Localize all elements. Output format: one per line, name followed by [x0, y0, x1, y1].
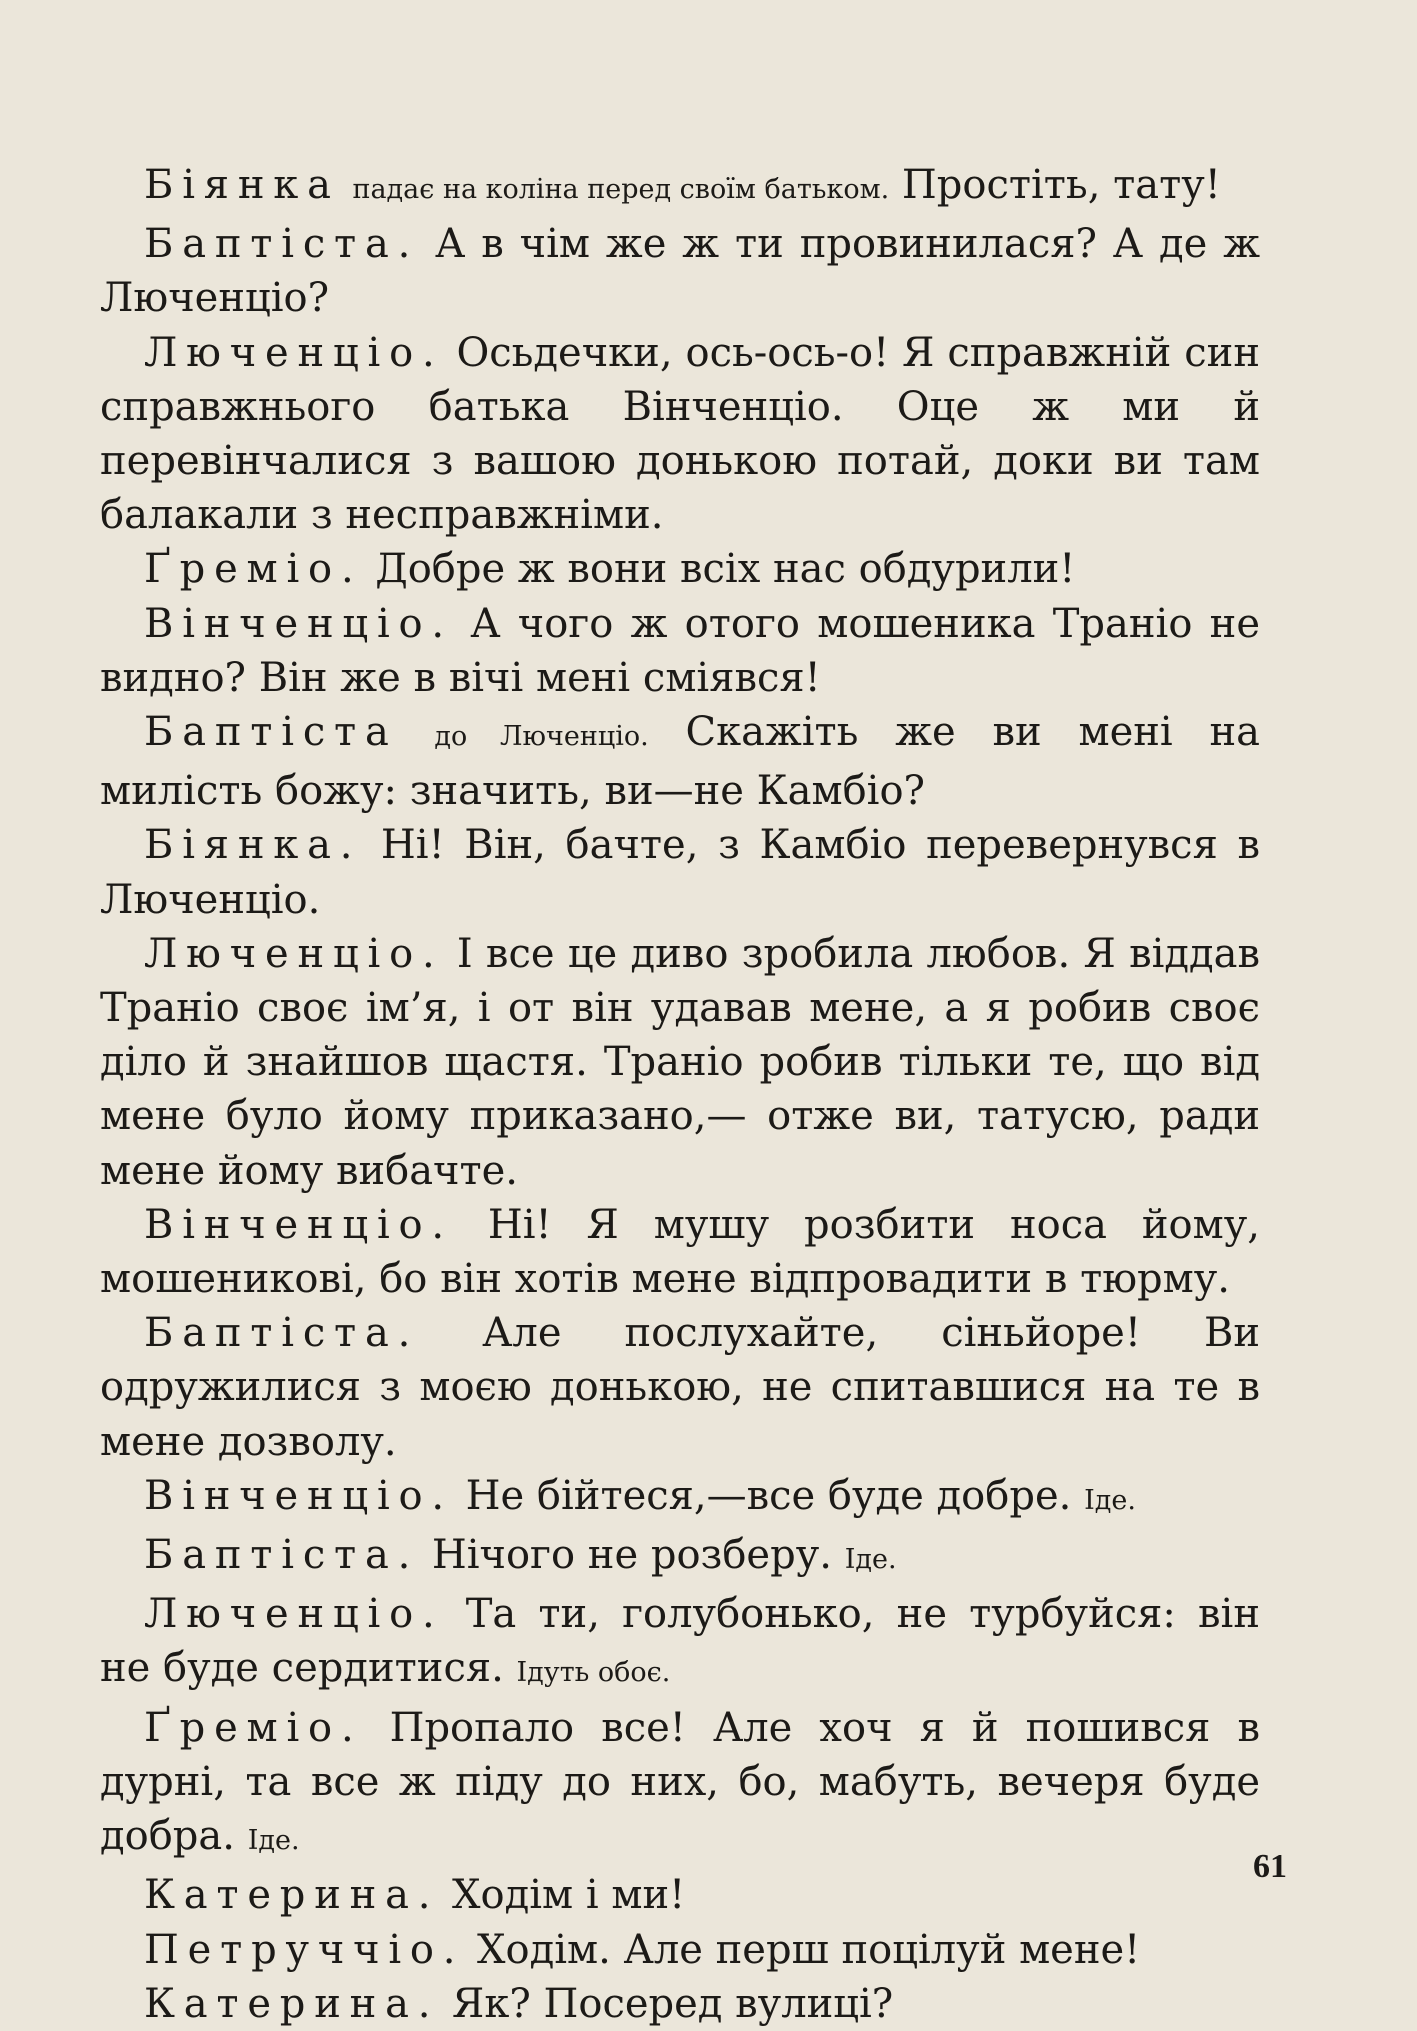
speaker-name: Петруччіо.: [144, 1926, 465, 1973]
line-text: А в чім же ж ти провинилася? А де ж Люченціо?: [100, 221, 1261, 322]
line-text: Але послухайте, сіньйоре! Ви одружилися з моєю донькою, не спитавшися на те в мене дозволу.: [100, 1310, 1260, 1465]
speaker-name: Баптіста.: [144, 1310, 420, 1357]
speaker-name: Катерина.: [144, 1980, 440, 2027]
speaker-name: Катерина.: [144, 1872, 440, 1919]
line-text: А чого ж отого мошеника Траніо не видно? Він же в вічі мені сміявся!: [100, 600, 1260, 701]
speaker-name: Баптіста: [144, 709, 398, 756]
speaker-name: Біянка: [144, 162, 340, 208]
speaker-name: Люченціо.: [144, 930, 444, 977]
line-1: [100, 158, 1260, 217]
line-text: Не бійтеся,—все буде добре.: [465, 1472, 1072, 1519]
line-text: Ходім. Але перш поцілуй мене!: [477, 1926, 1141, 1973]
line-17: [100, 1977, 1260, 2031]
line-8: [100, 927, 1260, 1198]
line-12: [100, 1528, 1260, 1587]
line-text: Нічого не розберу.: [431, 1532, 832, 1579]
speaker-name: Вінченціо.: [144, 1472, 453, 1519]
line-text: Добре ж вони всіх нас обдурили!: [375, 546, 1076, 593]
line-3: [100, 326, 1260, 543]
line-4: [100, 542, 1260, 596]
line-text: Простіть, тату!: [901, 162, 1221, 208]
stage-direction: Ідуть обоє.: [516, 1657, 671, 1689]
line-text: І все це диво зробила любов. Я віддав Траніо своє ім’я, і от він удавав мене, а я робив своє діло й знайшов щастя. Траніо робив тільки те, що від мене було йому приказано,— отже ви, татусю, ради мене йому вибачте.: [100, 930, 1261, 1194]
line-text: Ходім і ми!: [452, 1872, 686, 1919]
line-text: Осьдечки, ось-ось-о! Я справжній син справжнього батька Вінченціо. Оце ж ми й перевінчалися з вашою донькою потай, доки ви там балакали з несправжніми.: [100, 329, 1261, 539]
line-5: [100, 597, 1260, 705]
speaker-name: Ґреміо.: [144, 546, 363, 593]
speaker-name: Біянка.: [144, 822, 362, 869]
speaker-name: Люченціо.: [144, 329, 444, 376]
stage-direction: до Люченціо.: [434, 721, 649, 753]
line-text: Як? Посеред вулиці?: [452, 1980, 894, 2027]
line-text: Скажіть же ви мені на милість божу: значить, ви—не Камбіо?: [100, 709, 1261, 815]
line-7: [100, 818, 1260, 926]
stage-direction: Іде.: [844, 1544, 897, 1576]
line-14: [100, 1701, 1260, 1869]
line-10: [100, 1306, 1260, 1469]
speaker-name: Ґреміо.: [144, 1704, 363, 1751]
speaker-name: Баптіста.: [144, 221, 420, 268]
line-13: [100, 1587, 1260, 1700]
line-2: [100, 217, 1260, 325]
line-15: [100, 1868, 1260, 1922]
line-text: Ні! Я мушу розбити носа йому, мошеникові, бо він хотів мене відпровадити в тюрму.: [100, 1201, 1260, 1303]
line-16: [100, 1923, 1260, 1977]
speaker-name: Баптіста.: [144, 1532, 420, 1579]
line-11: [100, 1469, 1260, 1528]
speaker-name: Вінченціо.: [144, 600, 453, 647]
line-9: [100, 1198, 1260, 1306]
speaker-name: Люченціо.: [144, 1591, 444, 1638]
line-text: Ні! Він, бачте, з Камбіо перевернувся в Люченціо.: [100, 822, 1260, 923]
line-text: Пропало все! Але хоч я й пошився в дурні, та все ж піду до них, бо, мабуть, вечеря буде добра.: [100, 1704, 1260, 1860]
stage-direction: Іде.: [1084, 1484, 1136, 1516]
line-6: [100, 705, 1260, 818]
speaker-name: Вінченціо.: [144, 1201, 453, 1248]
stage-direction: Іде.: [247, 1825, 300, 1857]
stage-direction: падає на коліна перед своїм батьком.: [352, 174, 890, 205]
play-text: [100, 158, 1260, 2031]
page-number: 61: [1253, 1848, 1287, 1885]
line-text: Та ти, голубонько, не турбуйся: він не буде сердитися.: [100, 1591, 1260, 1692]
